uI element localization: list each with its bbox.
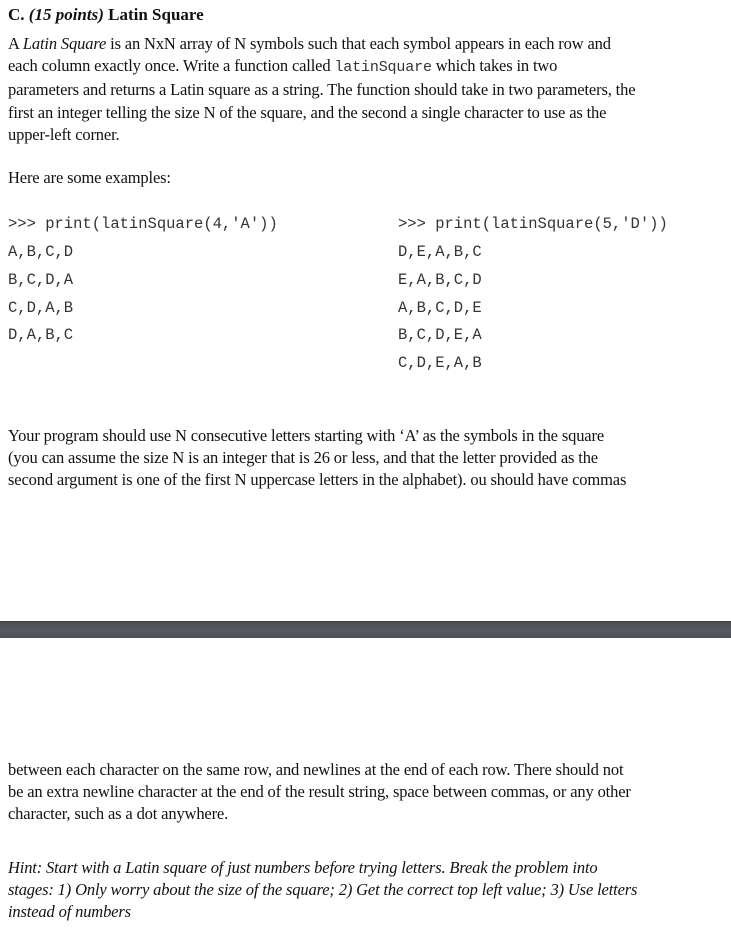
example-right-row: A,B,C,D,E (398, 298, 482, 317)
problem-points: (15 points) (28, 5, 104, 24)
examples-intro: Here are some examples: (8, 168, 171, 187)
problem-title: Latin Square (108, 5, 204, 24)
problem-heading (8, 4, 725, 26)
example-right-row: D,E,A,B,C (398, 243, 482, 261)
requirements-paragraph-part2: between each character on the same row, and newlines at the end of each row. There should not be an extra newline character at the end of the result string, space between commas, or any other character, such as a dot anywhere. (8, 760, 631, 824)
requirements-paragraph-part1: Your program should use N consecutive letters starting with ‘A’ as the symbols in the square (you can assume the size N is an integer that is 26 or less, and that the letter provided as the second argument is one of the first N uppercase letters in the alphabet). ou should have commas (8, 426, 627, 490)
latin-square-term: Latin Square (22, 34, 107, 53)
example-left-command: >>> print(latinSquare(4,'A')) (8, 215, 278, 233)
page-break-divider (0, 621, 731, 638)
example-left (8, 211, 278, 350)
example-left-row: A,B,C,D (8, 243, 74, 261)
example-left-row: B,C,D,A (8, 270, 74, 289)
example-right-command: >>> print(latinSquare(5,'D')) (398, 215, 668, 233)
example-right-row: E,A,B,C,D (398, 270, 482, 289)
problem-label: C. (8, 5, 25, 24)
intro-paragraph: A Latin Square is an NxN array of N symbols such that each symbol appears in each row and each column exactly once. Write a function called latinSquare which takes in two parameters and returns a Latin square as a string. The function should take in two parameters, the first an integer telling the size N of the square, and the second a single character to use as the upper-left corner. (8, 34, 636, 144)
hint-paragraph: Hint: Start with a Latin square of just numbers before trying letters. Break the problem into stages: 1) Only worry about the size of the square; 2) Get the correct top left value; 3) Use letters instead of numbers (8, 858, 638, 922)
example-left-row: C,D,A,B (8, 298, 74, 317)
example-left-row: D,A,B,C (8, 326, 74, 345)
function-name: latinSquare (334, 59, 432, 77)
example-right-row: B,C,D,E,A (398, 326, 482, 345)
example-right (398, 211, 668, 378)
example-right-row: C,D,E,A,B (398, 354, 482, 373)
